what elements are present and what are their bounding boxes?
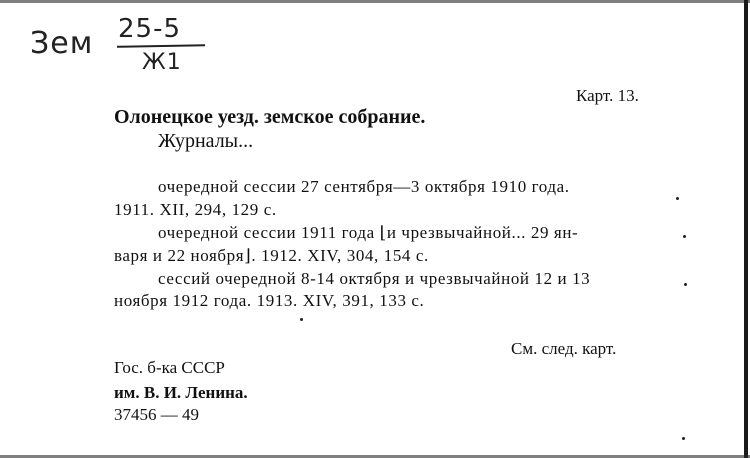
- handwritten-fraction-line: [117, 44, 205, 48]
- handwritten-denominator: Ж1: [142, 50, 182, 75]
- ink-speck: [682, 437, 685, 440]
- body-line: очередной сессии 27 сентября—3 октября 1910 года.: [158, 177, 570, 196]
- card-number: Карт. 13.: [576, 86, 639, 105]
- handwritten-prefix: Зем: [30, 26, 94, 61]
- handwritten-numerator: 25-5: [118, 14, 182, 44]
- library-stamp-line3: 37456 — 49: [114, 405, 199, 424]
- see-next-card: См. след. карт.: [511, 339, 617, 358]
- body-line: ноября 1912 года. 1913. XIV, 391, 133 с.: [114, 291, 425, 310]
- body-line: варя и 22 ноября⌋. 1912. XIV, 304, 154 с.: [114, 246, 429, 265]
- card-top-edge: [0, 0, 750, 3]
- body-line: сессий очередной 8-14 октября и чрезвычайной 12 и 13: [158, 269, 591, 288]
- ink-speck: [676, 197, 679, 200]
- card-heading: Олонецкое уезд. земское собрание.: [114, 106, 426, 128]
- body-line: 1911. XII, 294, 129 с.: [114, 200, 277, 219]
- card-subheading: Журналы...: [158, 130, 254, 152]
- body-line: очередной сессии 1911 года ⌊и чрезвычайной... 29 ян-: [158, 223, 579, 242]
- library-stamp-line1: Гос. б-ка СССР: [114, 358, 225, 377]
- ink-speck: [300, 318, 303, 321]
- ink-speck: [683, 235, 686, 238]
- ink-speck: [684, 283, 687, 286]
- library-stamp-line2: им. В. И. Ленина.: [114, 383, 248, 402]
- card-right-edge: [744, 0, 748, 458]
